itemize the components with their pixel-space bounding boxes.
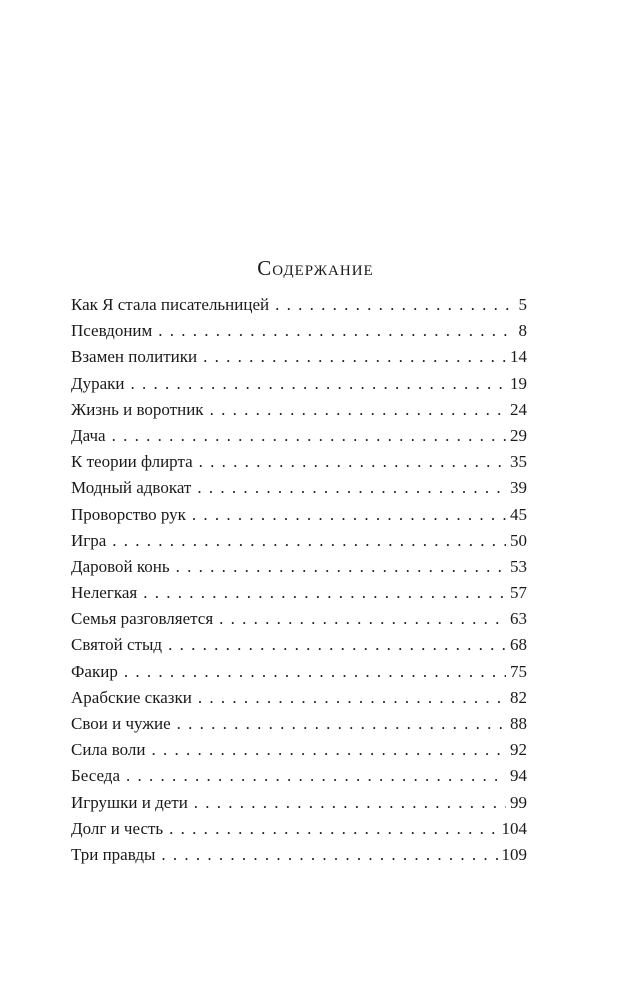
toc-entry [71,528,527,554]
dot-leader [112,423,506,449]
toc-entry [71,763,527,789]
toc-entry-title: Дача [71,425,106,445]
dot-leader [169,816,497,842]
toc-entry-title: Даровой конь [71,556,170,576]
toc-entry-title: Три правды [71,844,156,864]
dot-leader [199,449,506,475]
toc-entry [71,344,527,370]
toc-page-number: 45 [510,504,527,524]
toc-entry [71,475,527,501]
dot-leader [168,632,506,658]
toc-entry-title: Факир [71,661,118,681]
toc-entry-title: Псевдоним [71,321,153,341]
toc-entry [71,711,527,737]
toc-entry-title: Святой стыд [71,635,163,655]
toc-page-number: 24 [510,399,527,419]
toc-page-number: 53 [510,556,527,576]
dot-leader [210,397,506,423]
toc-entry-title: Долг и честь [71,818,164,838]
dot-leader [143,580,506,606]
dot-leader [124,659,506,685]
toc-page-number: 99 [510,792,527,812]
toc-entry [71,397,527,423]
dot-leader [203,344,506,370]
toc-heading: Содержание [257,256,374,280]
dot-leader [198,685,506,711]
dot-leader [161,842,497,868]
toc-page-number: 14 [510,347,527,367]
toc-entry-title: Как Я стала писательницей [71,295,270,314]
toc-entry-title: Нелегкая [71,583,138,603]
toc-entry [71,790,527,816]
toc-entry [71,554,527,580]
toc-page-number: 109 [501,844,527,864]
toc-entry [71,502,527,528]
toc-page-number: 57 [510,583,527,603]
dot-leader [197,475,506,501]
toc-entry-title: Взамен политики [71,347,198,367]
toc-page-number: 68 [510,635,527,655]
toc-page-number: 82 [510,687,527,707]
dot-leader [158,318,509,344]
toc-page-number: 75 [510,661,527,681]
toc-entry [71,292,527,318]
toc-entry-title: Игрушки и дети [71,792,188,812]
toc-page-number: 63 [510,609,527,629]
toc-entry-title: Проворство рук [71,504,186,524]
toc-page-number: 19 [510,373,527,393]
toc-entry [71,737,527,763]
dot-leader [192,502,506,528]
toc-entry-title: К теории флирта [71,452,193,472]
dot-leader [194,790,506,816]
dot-leader [275,292,509,318]
toc-entry-title: Дураки [71,373,125,393]
toc-entry [71,423,527,449]
table-of-contents [71,292,527,868]
toc-page-number: 92 [510,740,527,760]
toc-page-number: 35 [510,452,527,472]
toc-entry [71,842,527,868]
toc-entry-title: Сила воли [71,740,146,760]
toc-page-number: 29 [510,425,527,445]
dot-leader [176,554,506,580]
toc-entry-title: Игра [71,530,107,550]
toc-entry [71,685,527,711]
dot-leader [177,711,506,737]
toc-entry [71,580,527,606]
toc-entry [71,449,527,475]
toc-page-number: 39 [510,478,527,498]
toc-entry-title: Арабские сказки [71,687,192,707]
toc-page-number: 50 [510,530,527,550]
toc-entry-title: Семья разговляется [71,609,214,629]
toc-entry [71,606,527,632]
toc-page-number: 8 [518,321,527,341]
dot-leader [112,528,506,554]
toc-entry [71,816,527,842]
dot-leader [151,737,506,763]
toc-entry [71,371,527,397]
toc-page-number: 88 [510,714,527,733]
dot-leader [126,763,506,789]
toc-entry [71,632,527,658]
toc-entry [71,318,527,344]
dot-leader [131,371,507,397]
toc-entry [71,659,527,685]
dot-leader [219,606,506,632]
toc-entry-title: Жизнь и воротник [71,399,204,419]
toc-page-number: 94 [510,766,527,786]
toc-entry-title: Свои и чужие [71,714,171,733]
toc-entry-title: Беседа [71,766,120,786]
toc-page-number: 5 [518,295,527,314]
toc-page-number: 104 [501,818,527,838]
toc-entry-title: Модный адвокат [71,478,192,498]
